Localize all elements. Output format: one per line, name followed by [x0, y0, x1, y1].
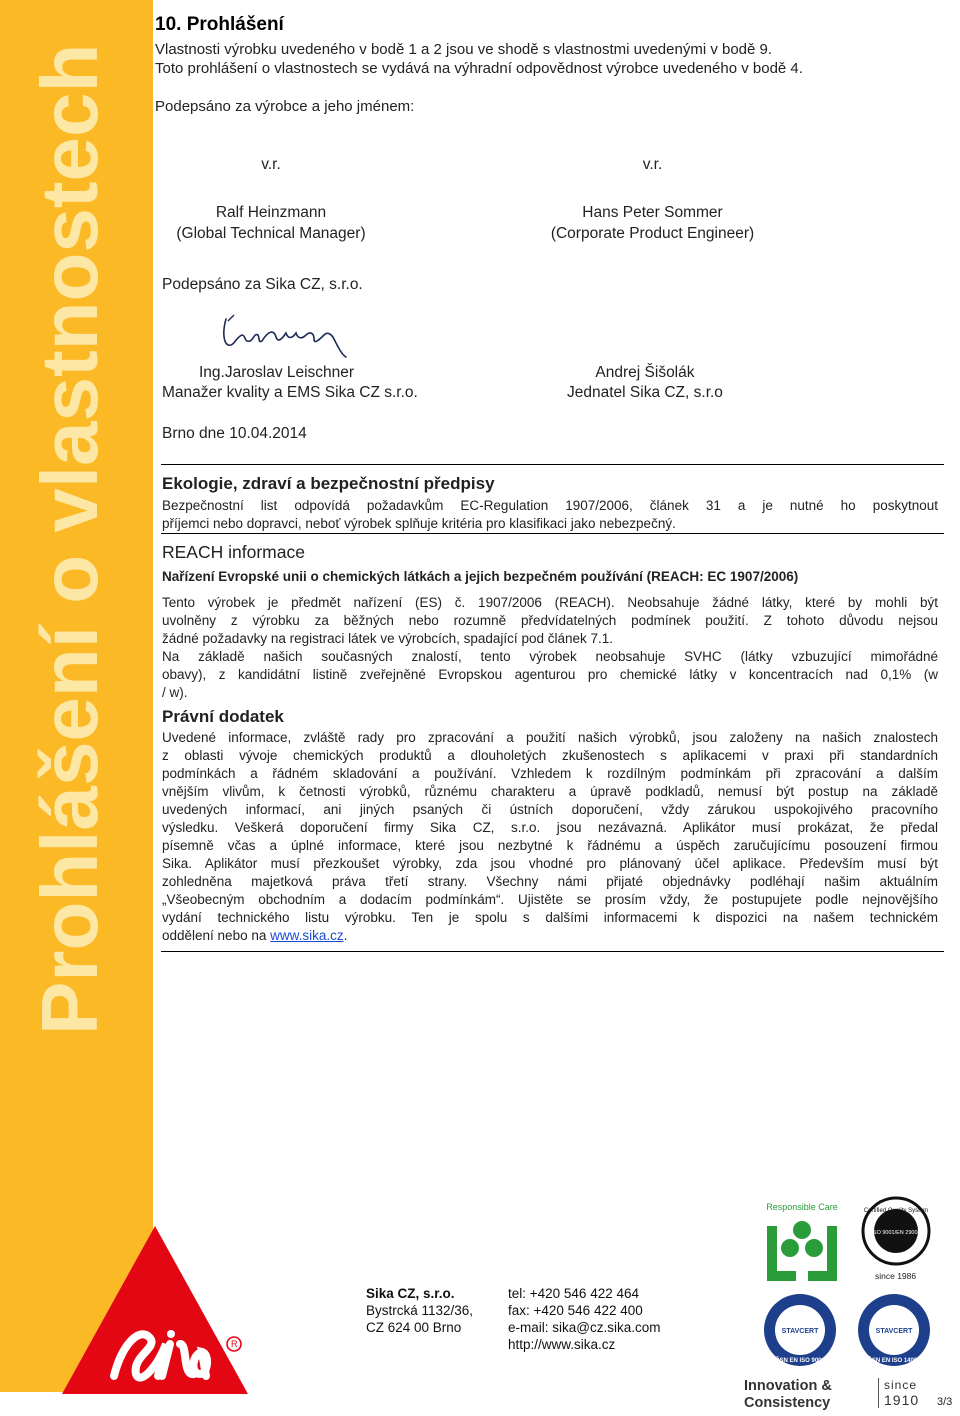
signatory-role: (Corporate Product Engineer)	[550, 225, 755, 242]
quality-iso-label: ISO 9001/EN 29001	[871, 1230, 921, 1236]
stavcert-label: STAVCERT	[875, 1328, 913, 1335]
text-line: podmínkách a řádném skladování a používání. Vzhledem k rozdílným podmínkám při zpracování a dalším	[162, 766, 938, 781]
divider	[161, 951, 944, 952]
reach-heading: REACH informace	[162, 542, 305, 562]
responsible-care-icon	[762, 1196, 842, 1284]
text-line: výsledku. Veškerá doporučení firmy Sika CZ, s.r.o. jsou nezávazná. Aplikátor musí prokázat, že předal	[162, 820, 938, 835]
since-year: 1910	[884, 1392, 920, 1408]
text-line: Tento výrobek je předmět nařízení (ES) č. 1907/2006 (REACH). Neobsahuje žádné látky, které by mohli být	[162, 595, 938, 610]
tagline	[744, 1378, 832, 1412]
text-line: zohledněna majetková práva třetí strany. Všechny námi přijaté objednávky podléhají našim aktuálním	[162, 874, 938, 889]
legal-text	[162, 729, 938, 945]
footer-web[interactable]: http://www.sika.cz	[508, 1337, 616, 1352]
text-line: písemně včas a úplné informace, které jsou nezbytné k řádnému a úspěch zaručujícímu posouzení firmou	[162, 838, 938, 853]
legal-heading: Právní dodatek	[162, 707, 284, 726]
text-line: z oblasti vývoje chemických produktů a dlouholetých zkušenostech s aplikacemi v praxi při standardních	[162, 748, 938, 763]
sika-logo	[62, 1226, 248, 1394]
footer-contact	[508, 1285, 660, 1353]
text-line: uvedených informací, ani jiných psaných či ústních doporučení, vždy zárukou uspokojivého pracovního	[162, 802, 938, 817]
signed-date: Brno dne 10.04.2014	[162, 425, 307, 442]
signatory-prefix: v.r.	[261, 156, 281, 173]
since-1910	[878, 1378, 919, 1408]
text-line: příjemci nebo dopravci, neboť výrobek splňuje kritéria pro klasifikaci jako nebezpečný.	[162, 516, 676, 531]
signed-for-label: Podepsáno za výrobce a jeho jménem:	[155, 98, 415, 115]
text-line: Bezpečnostní list odpovídá požadavkům EC-Regulation 1907/2006, článek 31 a je nutné ho poskytnout	[162, 498, 938, 513]
since-1986: since 1986	[875, 1271, 917, 1281]
text-line: obavy), z kandidátní listině zveřejněné Evropskou agenturou pro chemické látky v koncentracích nad 0,1% (w	[162, 667, 938, 682]
stavcert-9001-icon	[762, 1292, 838, 1368]
handwritten-signature	[216, 309, 356, 359]
signatory-1	[160, 154, 382, 244]
text-line: uvolněny z výrobku za běžných nebo rozumně předvídatelných podmínek použití. Z tohoto důvodu nejsou	[162, 613, 938, 628]
tagline-line: Consistency	[744, 1395, 831, 1411]
signer-left	[162, 363, 418, 403]
text-line: / w).	[162, 685, 188, 700]
tagline-line: Innovation &	[744, 1378, 832, 1394]
signer-name: Ing.Jaroslav Leischner	[199, 364, 355, 381]
section-heading: 10. Prohlášení	[155, 14, 284, 35]
text-line: Vlastnosti výrobku uvedeného v bodě 1 a 2 jsou ve shodě s vlastnostmi uvedenými v bodě 9.	[155, 41, 773, 58]
footer-city: CZ 624 00 Brno	[366, 1320, 462, 1335]
signatory-prefix: v.r.	[642, 156, 663, 173]
sika-signed-heading: Podepsáno za Sika CZ, s.r.o.	[162, 276, 363, 293]
stavcert-14001-icon	[856, 1292, 932, 1368]
signer-role: Manažer kvality a EMS Sika CZ s.r.o.	[162, 384, 418, 401]
ecology-text	[162, 497, 938, 533]
footer-fax: fax: +420 546 422 400	[508, 1303, 643, 1318]
signatory-role: (Global Technical Manager)	[176, 225, 366, 242]
footer-email[interactable]: e-mail: sika@cz.sika.com	[508, 1320, 661, 1335]
page-number: 3/3	[937, 1396, 953, 1408]
divider	[161, 464, 944, 465]
text-line: Na základě našich současných znalostí, tento výrobek neobsahuje SVHC (látky vzbuzující mimořádné	[162, 649, 938, 664]
sidebar-title: Prohlášení o vlastnostech	[25, 43, 114, 1035]
footer-street: Bystrcká 1132/36,	[366, 1303, 474, 1318]
text-line: vnějším vlivům, k četnosti výrobků, různému charakteru a úpravě podkladů, nemusí být postup na základě	[162, 784, 938, 799]
csn9001-label: ČSN EN ISO 9001	[775, 1358, 825, 1364]
signer-role: Jednatel Sika CZ, s.r.o	[567, 384, 723, 401]
text-line: Sika. Aplikátor musí přezkoušet výrobky, zda jsou vhodné pro plánovaný účel aplikace. Především musí být	[162, 856, 938, 871]
footer-tel: tel: +420 546 422 464	[508, 1286, 639, 1301]
signer-right	[567, 363, 723, 403]
stavcert-label: STAVCERT	[781, 1328, 819, 1335]
svg-text:R: R	[231, 1339, 238, 1349]
text-line: Uvedené informace, zvláště rady pro zpracování a použití našich výrobků, jsou založeny na našich znalostech	[162, 730, 938, 745]
certified-quality-icon	[858, 1196, 934, 1266]
signer-name: Andrej Šišolák	[595, 364, 695, 381]
text-line: vydání technického listu výrobku. Ten je spolu s dalšími informacemi k dispozici na našem technickém	[162, 910, 938, 925]
ecology-heading: Ekologie, zdraví a bezpečnostní předpisy	[162, 474, 495, 493]
text-line: „Všeobecným obchodním a dodacím podmínkám“. Ujistěte se prosím vždy, že postupujete podle nejnovějšího	[162, 892, 938, 907]
text-line: žádné požadavky na registraci látek ve výrobcích, spadající pod článek 7.1.	[162, 631, 614, 646]
footer-company: Sika CZ, s.r.o.	[366, 1286, 455, 1301]
footer-address	[366, 1285, 473, 1336]
text-fragment: oddělení nebo na	[162, 928, 271, 943]
signatory-name: Ralf Heinzmann	[215, 204, 327, 221]
text-fragment: .	[343, 928, 348, 943]
text-line: Toto prohlášení o vlastnostech se vydává na výhradní odpovědnost výrobce uvedeného v bodě 4.	[155, 60, 803, 77]
divider	[161, 533, 944, 534]
signatory-name: Hans Peter Sommer	[582, 204, 723, 221]
csn14001-label: ČSN EN ISO 14001	[867, 1358, 921, 1364]
since-word: since	[884, 1378, 918, 1392]
text-line-last	[162, 927, 938, 945]
signatory-2	[530, 154, 775, 244]
sika-website-link[interactable]: www.sika.cz	[270, 928, 344, 943]
responsible-care-label: Responsible Care	[766, 1202, 838, 1212]
section10-text	[155, 40, 803, 78]
reach-text	[162, 594, 938, 702]
quality-label: Certified Quality System	[863, 1208, 929, 1214]
reach-regulation: Nařízení Evropské unii o chemických látkách a jejich bezpečném používání (REACH: EC 1907/2006)	[162, 569, 799, 584]
